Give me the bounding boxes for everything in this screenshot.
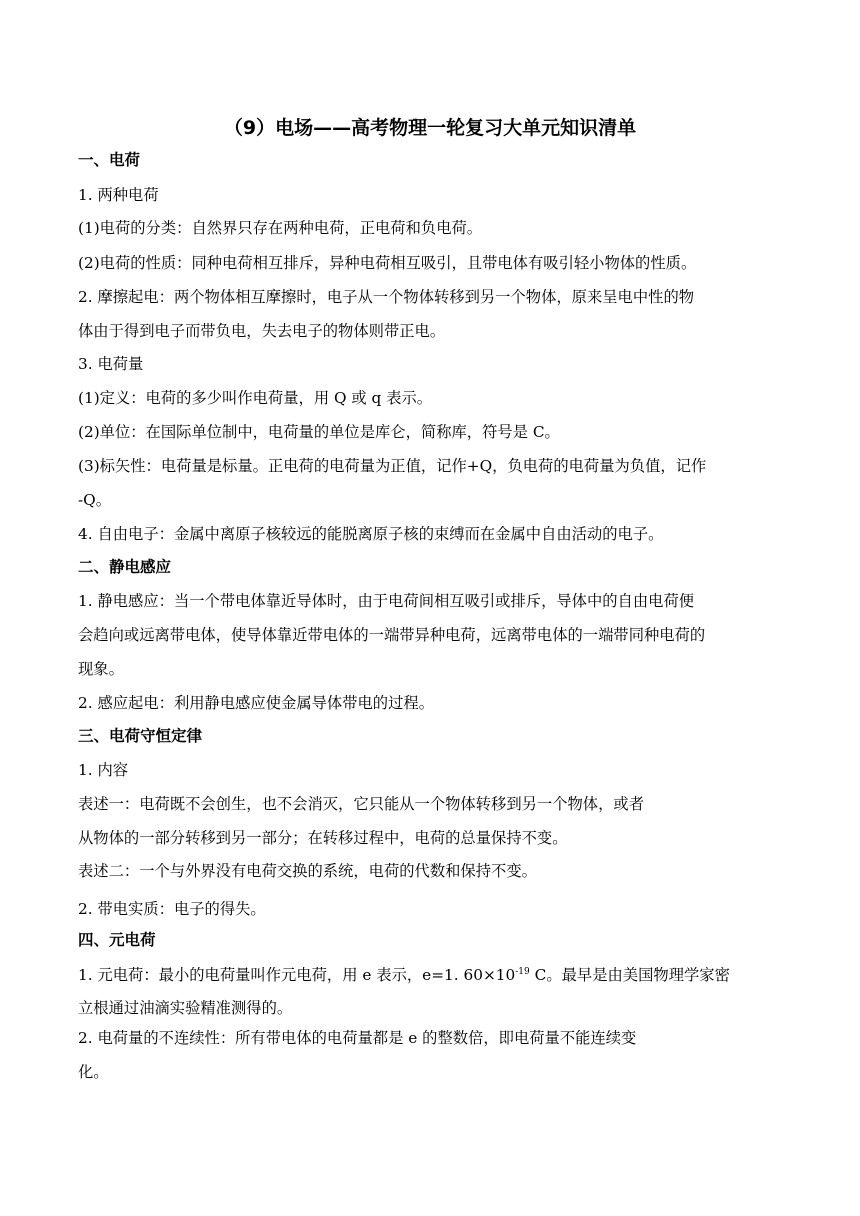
text-segment: C。最早是由美国物理学家密 <box>529 966 730 984</box>
section-heading-charge: 一、电荷 <box>78 151 141 169</box>
section-heading-induction: 二、静电感应 <box>78 558 172 576</box>
text-line: 2. 电荷量的不连续性：所有带电体的电荷量都是 e 的整数倍，即电荷量不能连续变 <box>78 1029 637 1047</box>
text-line: 1. 静电感应：当一个带电体靠近导体时，由于电荷间相互吸引或排斥，导体中的自由电荷便 <box>78 592 695 610</box>
text-line: 1. 两种电荷 <box>78 186 159 204</box>
text-line: 现象。 <box>78 660 124 678</box>
text-line: 3. 电荷量 <box>78 355 144 373</box>
section-heading-conservation: 三、电荷守恒定律 <box>78 727 203 745</box>
text-segment: 1. 元电荷：最小的电荷量叫作元电荷，用 e 表示，e=1. 60×10 <box>78 966 516 984</box>
text-line: (1)定义：电荷的多少叫作电荷量，用 Q 或 q 表示。 <box>78 389 433 407</box>
section-heading-elementary-charge: 四、元电荷 <box>78 931 156 949</box>
exponent: -19 <box>515 967 530 977</box>
text-line: 2. 摩擦起电：两个物体相互摩擦时，电子从一个物体转移到另一个物体，原来呈电中性的物 <box>78 288 695 306</box>
text-line: 表述一：电荷既不会创生，也不会消灭，它只能从一个物体转移到另一个物体，或者 <box>78 795 644 813</box>
text-line: 立根通过油滴实验精准测得的。 <box>78 999 293 1017</box>
document-title: （9）电场——高考物理一轮复习大单元知识清单 <box>223 117 637 139</box>
text-line: (1)电荷的分类：自然界只存在两种电荷，正电荷和负电荷。 <box>78 219 483 237</box>
text-line: (3)标矢性：电荷量是标量。正电荷的电荷量为正值，记作+Q，负电荷的电荷量为负值，记作 <box>78 457 707 475</box>
text-line: 2. 带电实质：电子的得失。 <box>78 900 266 918</box>
text-line: 体由于得到电子而带负电，失去电子的物体则带正电。 <box>78 322 446 340</box>
text-line: 会趋向或远离带电体，使导体靠近带电体的一端带异种电荷，远离带电体的一端带同种电荷的 <box>78 626 706 644</box>
text-line: 从物体的一部分转移到另一部分；在转移过程中，电荷的总量保持不变。 <box>78 829 568 847</box>
text-line: 2. 感应起电：利用静电感应使金属导体带电的过程。 <box>78 694 434 712</box>
text-line: 1. 内容 <box>78 761 129 779</box>
text-line: 化。 <box>78 1063 109 1081</box>
text-line: -Q。 <box>78 491 112 509</box>
text-line: (2)电荷的性质：同种电荷相互排斥，异种电荷相互吸引，且带电体有吸引轻小物体的性质。 <box>78 254 697 272</box>
text-line-elementary-charge <box>78 963 788 987</box>
text-line: (2)单位：在国际单位制中，电荷量的单位是库仑，简称库，符号是 C。 <box>78 423 560 441</box>
text-line: 表述二：一个与外界没有电荷交换的系统，电荷的代数和保持不变。 <box>78 862 537 880</box>
text-line: 4. 自由电子：金属中离原子核较远的能脱离原子核的束缚而在金属中自由活动的电子。 <box>78 525 664 543</box>
